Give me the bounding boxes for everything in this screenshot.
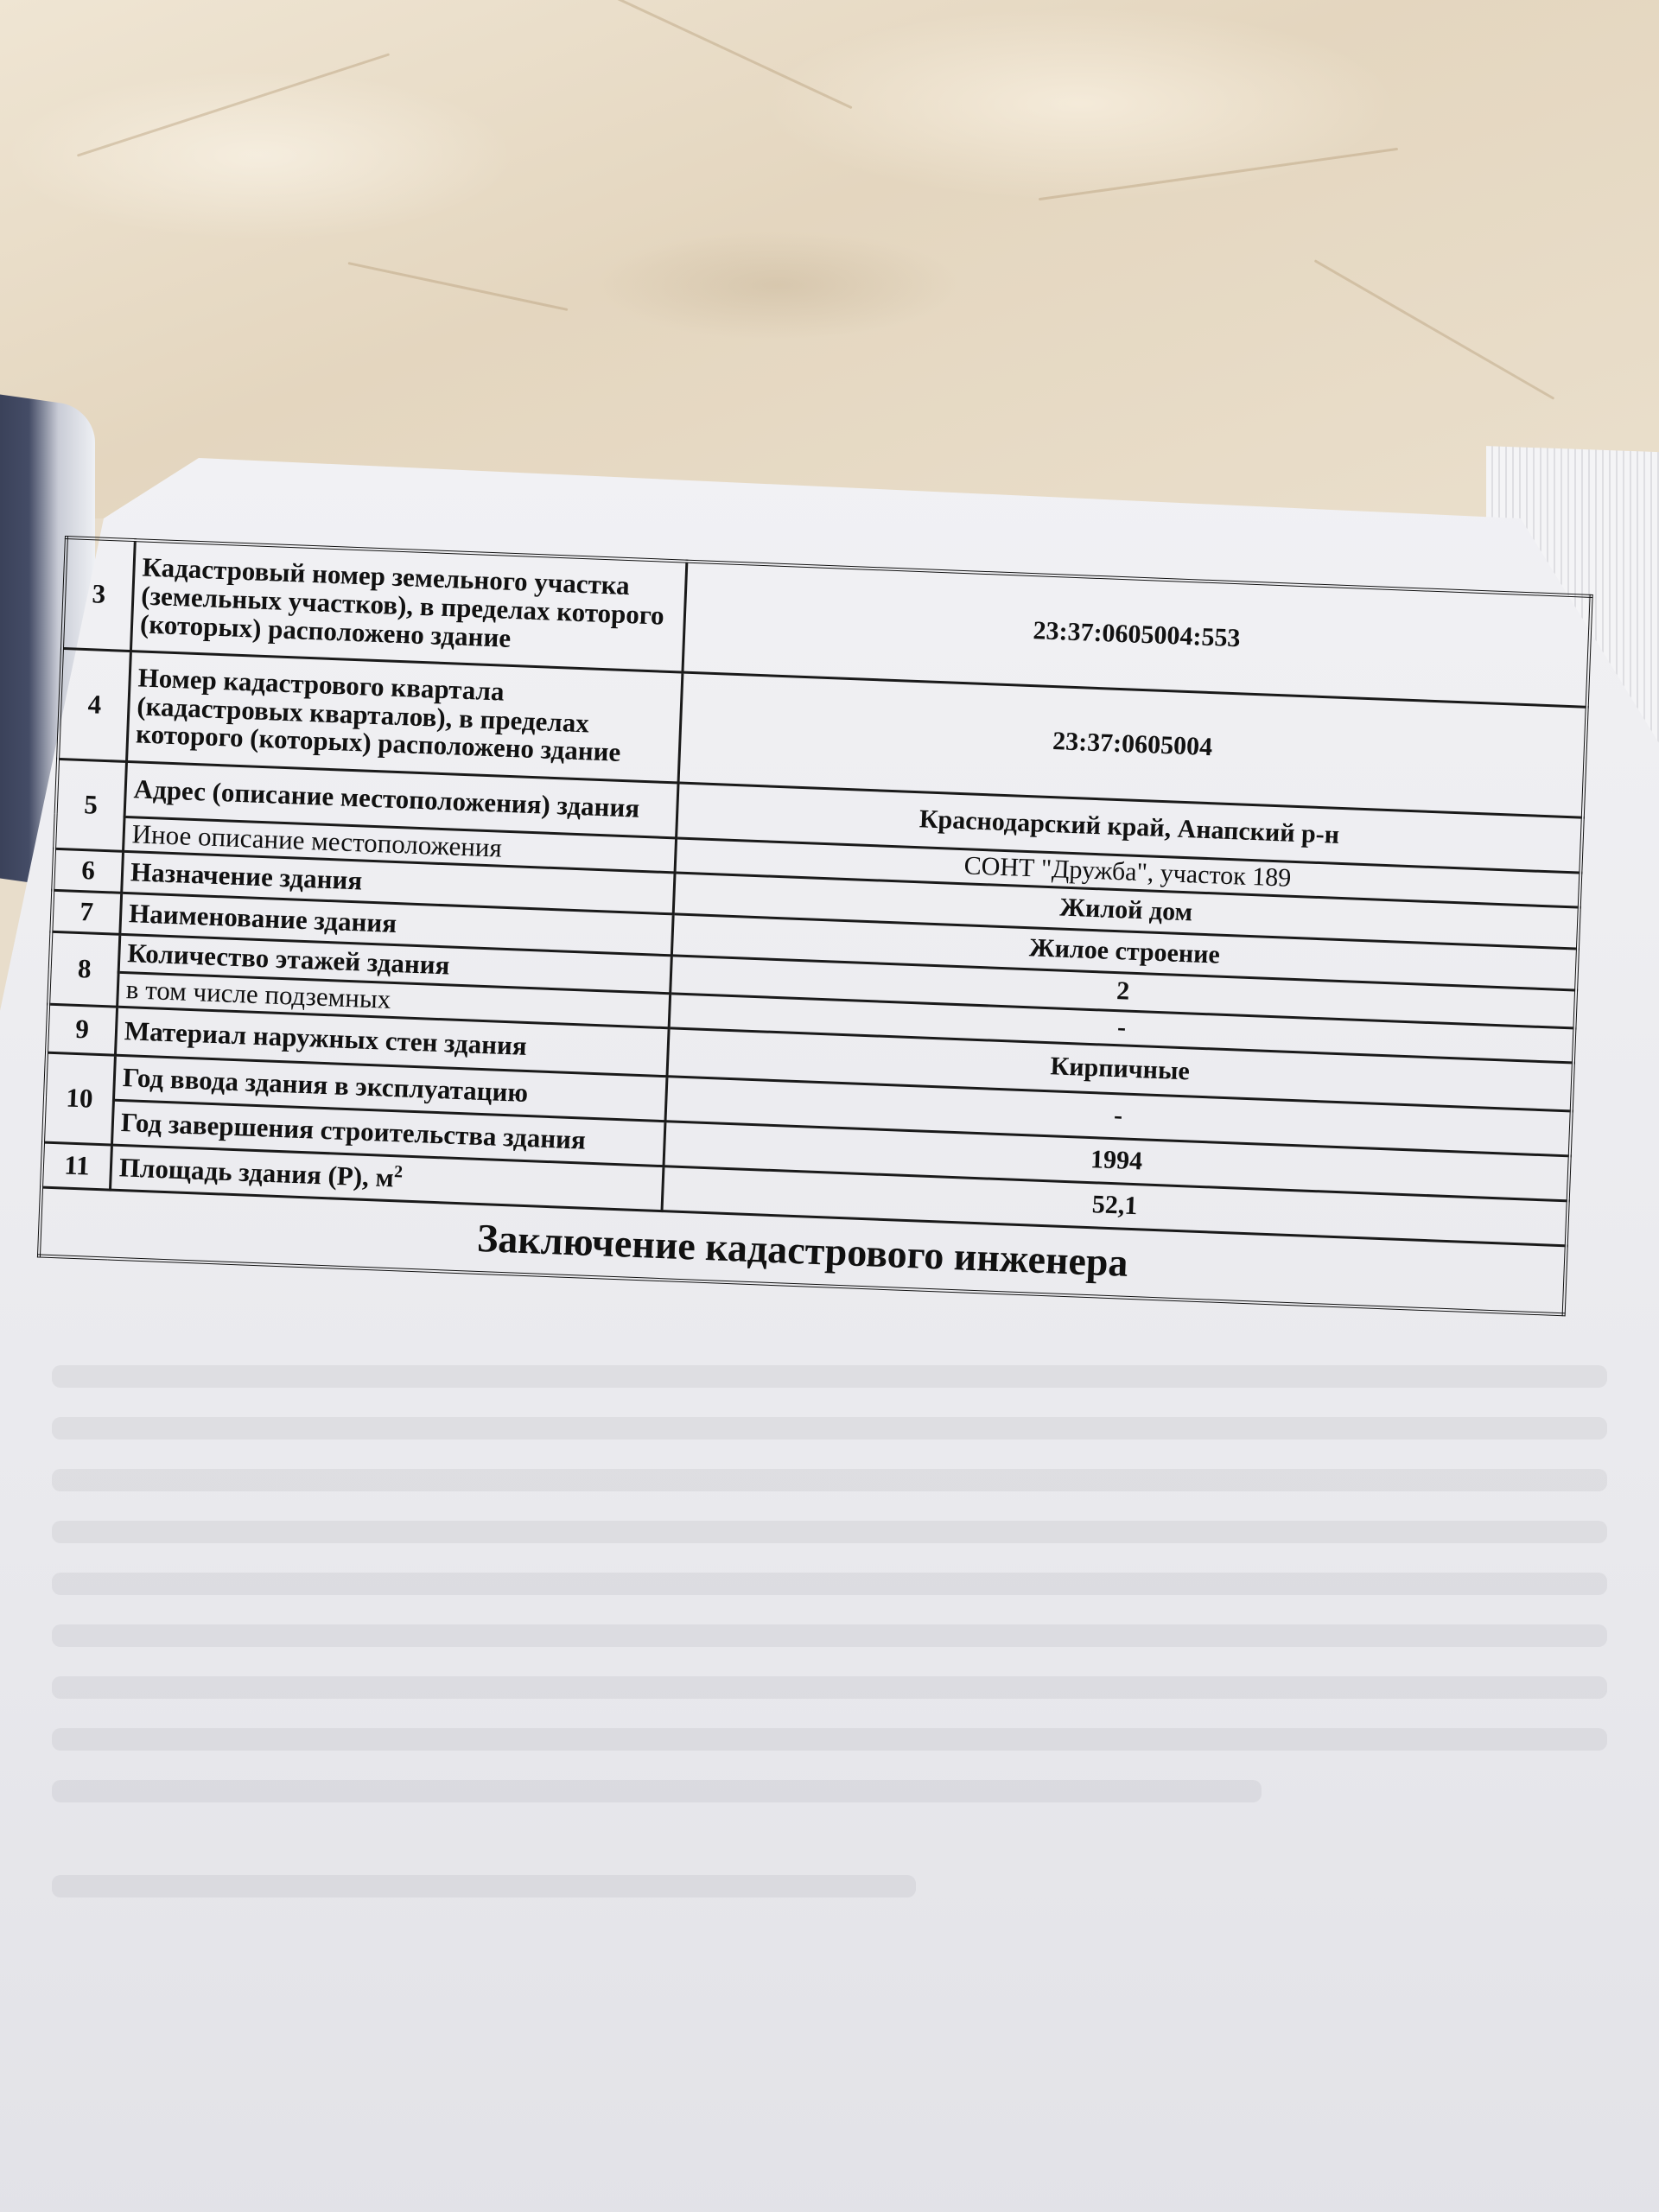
show-through-text-line bbox=[52, 1365, 1607, 1388]
show-through-text-line bbox=[52, 1469, 1607, 1491]
row-number: 7 bbox=[51, 890, 121, 934]
cadastral-table-wrapper bbox=[37, 536, 1593, 1316]
show-through-text-line bbox=[52, 1676, 1607, 1699]
row-value: Кирпичные bbox=[667, 1027, 1573, 1110]
row-number: 10 bbox=[43, 1052, 115, 1145]
marble-vein bbox=[616, 0, 852, 109]
row-label: Год ввода здания в эксплуатацию bbox=[113, 1055, 667, 1121]
row-sub-label: Год завершения строительства здания bbox=[111, 1100, 665, 1166]
row-label: Площадь здания (Р), м bbox=[118, 1152, 395, 1193]
row-sub-value: 1994 bbox=[664, 1121, 1570, 1200]
footer-title: Заключение кадастрового инженера bbox=[39, 1187, 1567, 1315]
row-label: Количество этажей здания bbox=[118, 934, 671, 993]
row-label: Наименование здания bbox=[120, 893, 673, 955]
row-value: 2 bbox=[671, 955, 1576, 1027]
show-through-text-line bbox=[52, 1521, 1607, 1543]
row-number: 8 bbox=[48, 931, 120, 1007]
marble-vein bbox=[77, 53, 390, 156]
row-value: 52,1 bbox=[662, 1166, 1568, 1245]
show-through-text-line bbox=[52, 1417, 1607, 1440]
marble-countertop-background bbox=[0, 0, 1659, 518]
marble-vein bbox=[1039, 148, 1398, 200]
cadastral-building-table bbox=[37, 536, 1593, 1316]
unit-superscript: 2 bbox=[393, 1162, 404, 1182]
row-sub-value: - bbox=[669, 993, 1574, 1062]
row-number: 5 bbox=[54, 759, 126, 851]
show-through-text-line bbox=[52, 1875, 916, 1897]
row-value: 23:37:0605004 bbox=[678, 672, 1587, 817]
row-value: - bbox=[665, 1076, 1572, 1155]
row-number: 9 bbox=[47, 1004, 118, 1055]
row-label: Назначение здания bbox=[122, 851, 675, 913]
row-value: Краснодарский край, Анапский р-н bbox=[677, 782, 1583, 872]
row-number: 6 bbox=[53, 849, 123, 893]
row-sub-label: Иное описание местоположения bbox=[124, 817, 677, 873]
show-through-text-line bbox=[52, 1624, 1607, 1647]
row-number: 3 bbox=[62, 537, 135, 651]
row-value: Жилой дом bbox=[673, 872, 1580, 948]
row-label: Адрес (описание местоположения) здания bbox=[124, 761, 678, 837]
row-label: Кадастровый номер земельного участка (земельных участков), в пределах которого (которых) расположено здание bbox=[130, 540, 686, 671]
marble-vein bbox=[1314, 259, 1555, 400]
show-through-text-line bbox=[52, 1728, 1607, 1751]
row-label: Номер кадастрового квартала (кадастровых кварталов), в пределах которого (которых) расположено здание bbox=[127, 651, 683, 782]
marble-vein bbox=[348, 262, 569, 311]
row-sub-value: СОНТ "Дружба", участок 189 bbox=[675, 837, 1580, 906]
row-number: 4 bbox=[58, 648, 130, 761]
row-value: 23:37:0605004:553 bbox=[683, 562, 1592, 707]
row-number: 11 bbox=[41, 1142, 111, 1190]
show-through-text-line bbox=[52, 1780, 1262, 1802]
row-label: Материал наружных стен здания bbox=[115, 1007, 669, 1076]
row-value: Жилое строение bbox=[671, 913, 1578, 989]
row-sub-label: в том числе подземных bbox=[118, 972, 671, 1028]
show-through-text-line bbox=[52, 1573, 1607, 1595]
